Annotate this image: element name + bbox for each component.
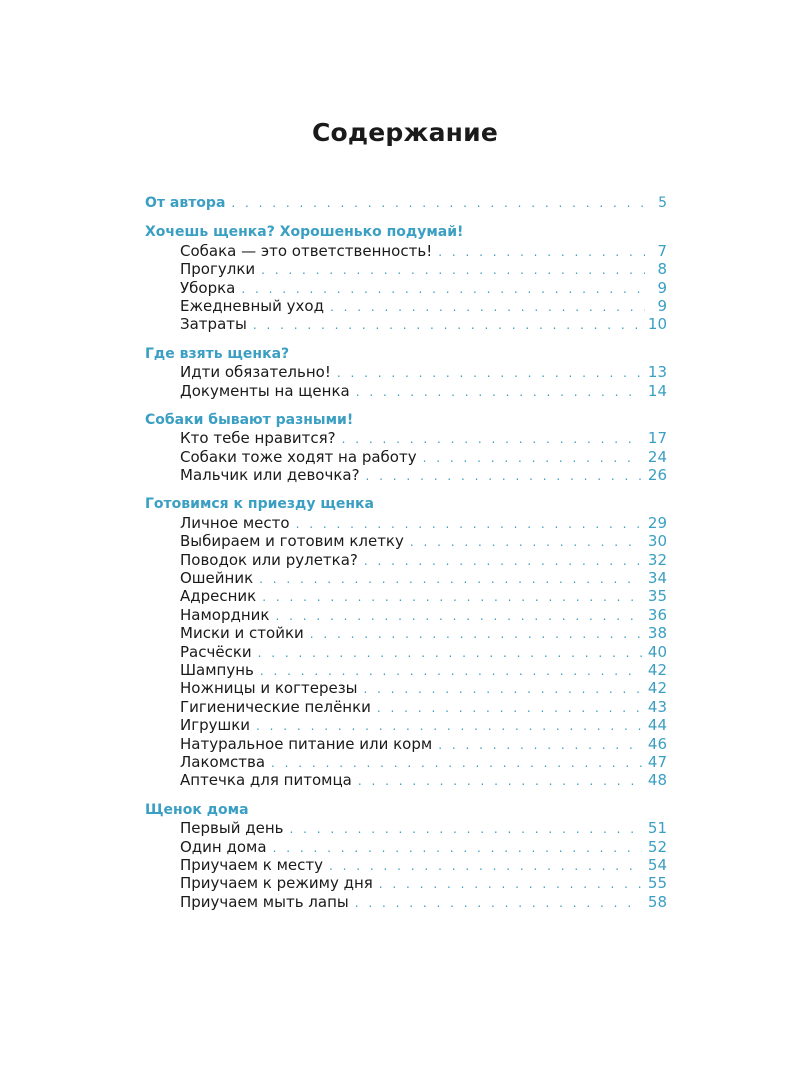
toc-item[interactable]: [145, 698, 667, 716]
toc-item[interactable]: [145, 429, 667, 447]
toc-item-label: Намордник: [180, 605, 270, 624]
toc-item-label: Кто тебе нравится?: [180, 429, 336, 448]
toc-item-label: Один дома: [180, 837, 267, 856]
toc-section-label: Собаки бывают разными!: [145, 411, 354, 428]
page-number: 9: [657, 296, 667, 315]
toc-section[interactable]: [145, 345, 667, 363]
toc-item[interactable]: [145, 514, 667, 532]
page-number: 43: [647, 697, 667, 716]
page-number: 48: [647, 771, 667, 790]
toc-item[interactable]: [145, 466, 667, 484]
dot-leader: [358, 772, 642, 790]
toc-section-label: От автора: [145, 195, 226, 211]
toc-item[interactable]: [145, 551, 667, 569]
page-number: 38: [647, 624, 667, 643]
toc-item-label: Натуральное питание или корм: [180, 734, 433, 753]
dot-leader: [310, 625, 642, 643]
page-number: 51: [647, 819, 667, 838]
page-number: 5: [658, 195, 667, 211]
page-number: 8: [657, 260, 667, 279]
toc-item-label: Расчёски: [180, 642, 252, 661]
page-number: 24: [647, 447, 667, 466]
page-number: 44: [647, 716, 667, 735]
dot-leader: [377, 699, 642, 717]
page-number: 17: [647, 429, 667, 448]
page-number: 42: [647, 679, 667, 698]
toc-section-label: Где взять щенка?: [145, 345, 290, 362]
toc-section[interactable]: [145, 495, 667, 513]
page-number: 10: [647, 315, 667, 334]
toc-item[interactable]: [145, 315, 667, 333]
dot-leader: [438, 736, 642, 754]
toc-item-label: Затраты: [180, 315, 247, 334]
dot-leader: [275, 607, 641, 625]
dot-leader: [253, 316, 642, 334]
toc-item[interactable]: [145, 448, 667, 466]
dot-leader: [259, 570, 642, 588]
toc-item[interactable]: [145, 606, 667, 624]
dot-leader: [337, 364, 642, 382]
toc-item-label: Ежедневный уход: [180, 296, 324, 315]
toc-item-label: Приучаем мыть лапы: [180, 892, 349, 911]
toc-item-label: Ножницы и когтерезы: [180, 679, 358, 698]
dot-leader: [438, 243, 645, 261]
dot-leader: [256, 717, 642, 735]
toc-item-label: Собаки тоже ходят на работу: [180, 447, 417, 466]
toc-item[interactable]: [145, 532, 667, 550]
toc-item[interactable]: [145, 279, 667, 297]
page-number: 32: [647, 550, 667, 569]
toc-item-label: Шампунь: [180, 660, 254, 679]
toc-section[interactable]: [145, 194, 667, 212]
toc-item[interactable]: [145, 856, 667, 874]
dot-leader: [329, 857, 642, 875]
toc-item-label: Лакомства: [180, 752, 266, 771]
dot-leader: [273, 839, 642, 857]
table-of-contents: [145, 194, 667, 911]
toc-item[interactable]: [145, 716, 667, 734]
toc-section-label: Готовимся к приезду щенка: [145, 496, 374, 513]
page-number: 7: [657, 241, 667, 260]
toc-item-label: Идти обязательно!: [180, 363, 331, 382]
dot-leader: [241, 280, 645, 298]
toc-item[interactable]: [145, 661, 667, 679]
section-gap: [145, 212, 667, 223]
toc-item-label: Ошейник: [180, 569, 254, 588]
dot-leader: [258, 644, 642, 662]
dot-leader: [410, 533, 642, 551]
toc-item-label: Первый день: [180, 819, 284, 838]
page-number: 36: [647, 605, 667, 624]
dot-leader: [423, 449, 642, 467]
page-number: 58: [647, 892, 667, 911]
toc-item-label: Прогулки: [180, 260, 256, 279]
dot-leader: [260, 662, 642, 680]
toc-item-label: Уборка: [180, 278, 236, 297]
toc-item-label: Собака — это ответственность!: [180, 241, 433, 260]
toc-item[interactable]: [145, 260, 667, 278]
toc-item[interactable]: [145, 297, 667, 315]
page-title: Содержание: [311, 118, 499, 147]
toc-item[interactable]: [145, 819, 667, 837]
page-number: 26: [647, 466, 667, 485]
toc-item[interactable]: [145, 643, 667, 661]
dot-leader: [262, 588, 642, 606]
dot-leader: [364, 680, 642, 698]
page-number: 52: [647, 837, 667, 856]
dot-leader: [364, 552, 642, 570]
toc-section-label: Щенок дома: [145, 801, 249, 818]
toc-item-label: Адресник: [180, 587, 257, 606]
toc-item-label: Аптечка для питомца: [180, 771, 352, 790]
toc-item[interactable]: [145, 242, 667, 260]
toc-item-label: Гигиенические пелёнки: [180, 697, 371, 716]
toc-item[interactable]: [145, 874, 667, 892]
toc-item-label: Игрушки: [180, 716, 251, 735]
page-number: 54: [647, 855, 667, 874]
toc-item-label: Личное место: [180, 513, 290, 532]
dot-leader: [261, 261, 645, 279]
page-number: 14: [647, 381, 667, 400]
page-number: 13: [647, 363, 667, 382]
dot-leader: [289, 820, 641, 838]
page-number: 55: [647, 874, 667, 893]
dot-leader: [356, 383, 642, 401]
page-number: 47: [647, 752, 667, 771]
dot-leader: [231, 194, 645, 212]
toc-item[interactable]: [145, 569, 667, 587]
toc-section[interactable]: [145, 411, 667, 429]
dot-leader: [355, 894, 642, 912]
dot-leader: [379, 875, 642, 893]
page-number: 30: [647, 532, 667, 551]
dot-leader: [296, 515, 642, 533]
toc-section[interactable]: [145, 223, 667, 241]
dot-leader: [366, 467, 642, 485]
toc-item[interactable]: [145, 771, 667, 789]
section-gap: [145, 484, 667, 495]
page-number: 34: [647, 569, 667, 588]
page-number: 46: [647, 734, 667, 753]
dot-leader: [330, 298, 645, 316]
page-number: 29: [647, 513, 667, 532]
toc-item-label: Приучаем к месту: [180, 855, 324, 874]
page-number: 42: [647, 660, 667, 679]
toc-item-label: Миски и стойки: [180, 624, 304, 643]
toc-item-label: Документы на щенка: [180, 381, 350, 400]
toc-item[interactable]: [145, 735, 667, 753]
page-number: 35: [647, 587, 667, 606]
section-gap: [145, 790, 667, 801]
toc-item[interactable]: [145, 624, 667, 642]
toc-item-label: Мальчик или девочка?: [180, 466, 360, 485]
toc-item[interactable]: [145, 363, 667, 381]
dot-leader: [342, 430, 642, 448]
toc-item-label: Приучаем к режиму дня: [180, 874, 373, 893]
page-number: 40: [647, 642, 667, 661]
toc-item-label: Поводок или рулетка?: [180, 550, 358, 569]
toc-item[interactable]: [145, 382, 667, 400]
toc-item[interactable]: [145, 587, 667, 605]
toc-section[interactable]: [145, 801, 667, 819]
toc-item[interactable]: [145, 838, 667, 856]
toc-section-label: Хочешь щенка? Хорошенько подумай!: [145, 224, 464, 241]
section-gap: [145, 400, 667, 411]
toc-item[interactable]: [145, 893, 667, 911]
dot-leader: [271, 754, 642, 772]
toc-item[interactable]: [145, 753, 667, 771]
section-gap: [145, 334, 667, 345]
toc-item[interactable]: [145, 679, 667, 697]
toc-item-label: Выбираем и готовим клетку: [180, 532, 404, 551]
page-number: 9: [657, 278, 667, 297]
